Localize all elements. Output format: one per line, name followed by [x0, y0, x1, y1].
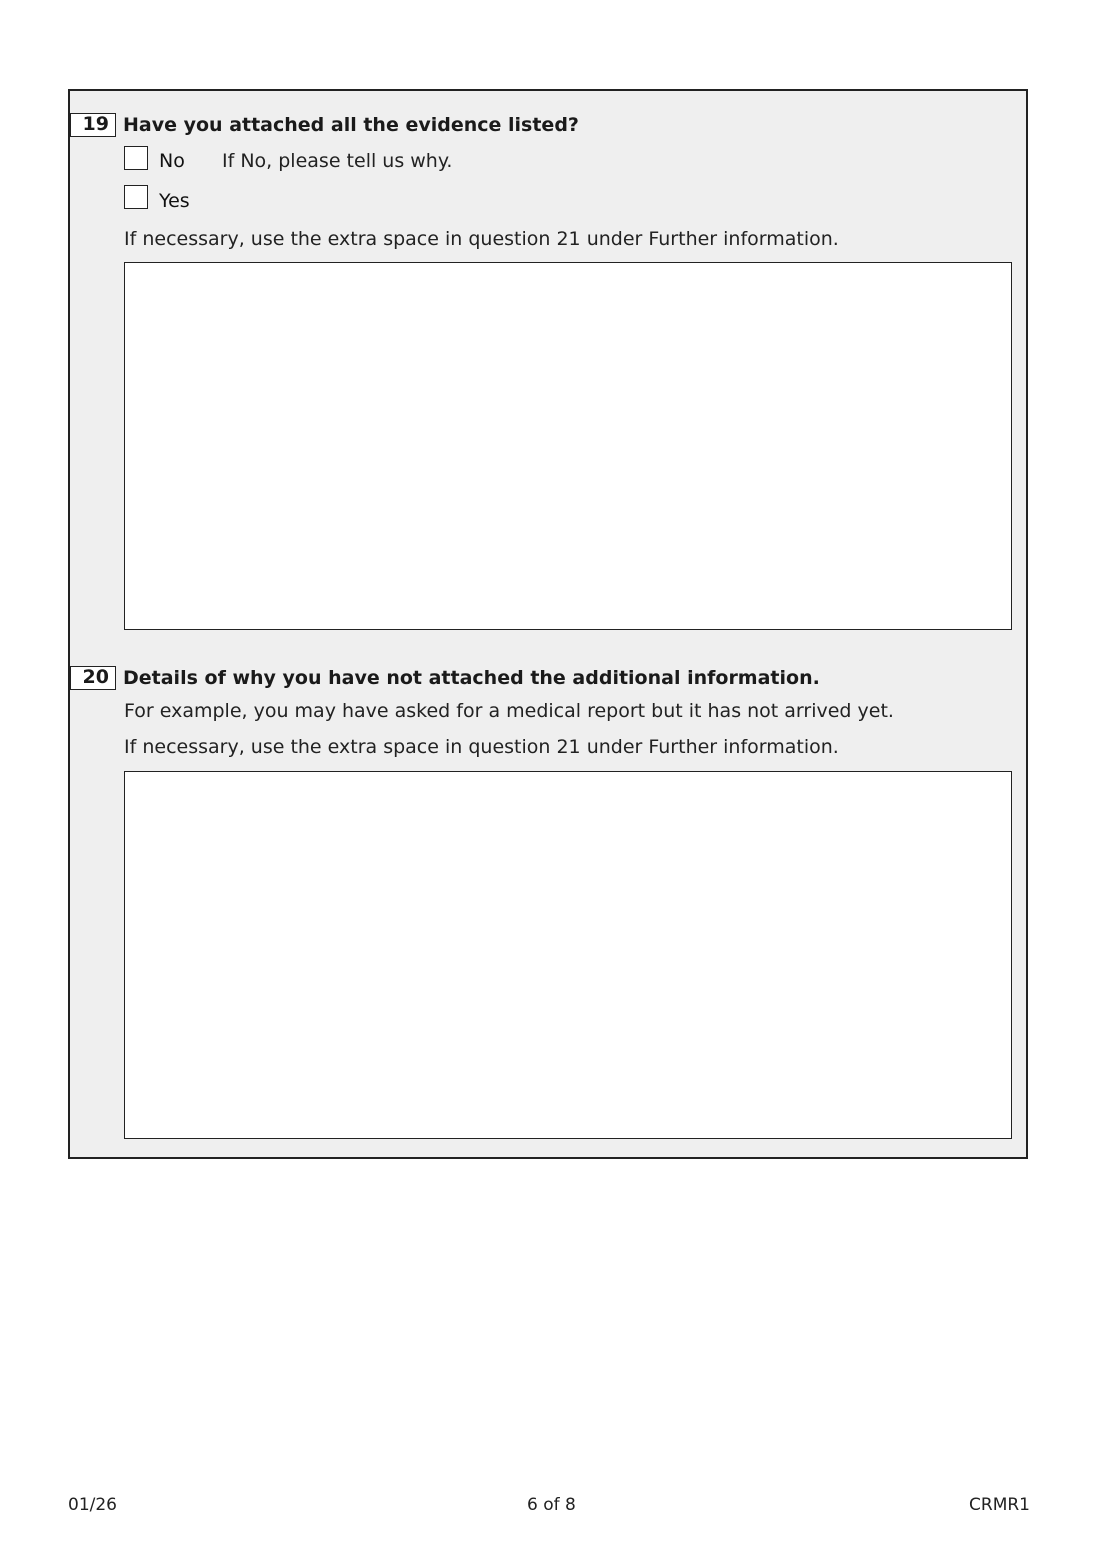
question-20-number: 20	[70, 666, 116, 690]
question-20-title: Details of why you have not attached the additional information.	[123, 667, 820, 689]
question-20-extra-space-note: If necessary, use the extra space in question 21 under Further information.	[124, 736, 839, 758]
footer-page-number: 6 of 8	[527, 1495, 576, 1515]
no-checkbox[interactable]	[124, 146, 148, 170]
yes-checkbox[interactable]	[124, 185, 148, 209]
question-19-title: Have you attached all the evidence listed?	[123, 114, 579, 136]
no-option-label: No	[159, 150, 185, 172]
question-19-answer-field[interactable]	[125, 263, 1011, 629]
footer-date-code: 01/26	[68, 1495, 117, 1515]
question-20-answer-field[interactable]	[125, 772, 1011, 1138]
footer-form-code: CRMR1	[969, 1495, 1030, 1515]
question-19-answer-box[interactable]	[124, 262, 1012, 630]
yes-option-label: Yes	[159, 190, 190, 212]
question-19-extra-space-note: If necessary, use the extra space in question 21 under Further information.	[124, 228, 839, 250]
question-20-example-text: For example, you may have asked for a medical report but it has not arrived yet.	[124, 700, 894, 722]
question-19-number: 19	[70, 113, 116, 137]
no-hint-text: If No, please tell us why.	[222, 150, 453, 172]
question-20-answer-box[interactable]	[124, 771, 1012, 1139]
